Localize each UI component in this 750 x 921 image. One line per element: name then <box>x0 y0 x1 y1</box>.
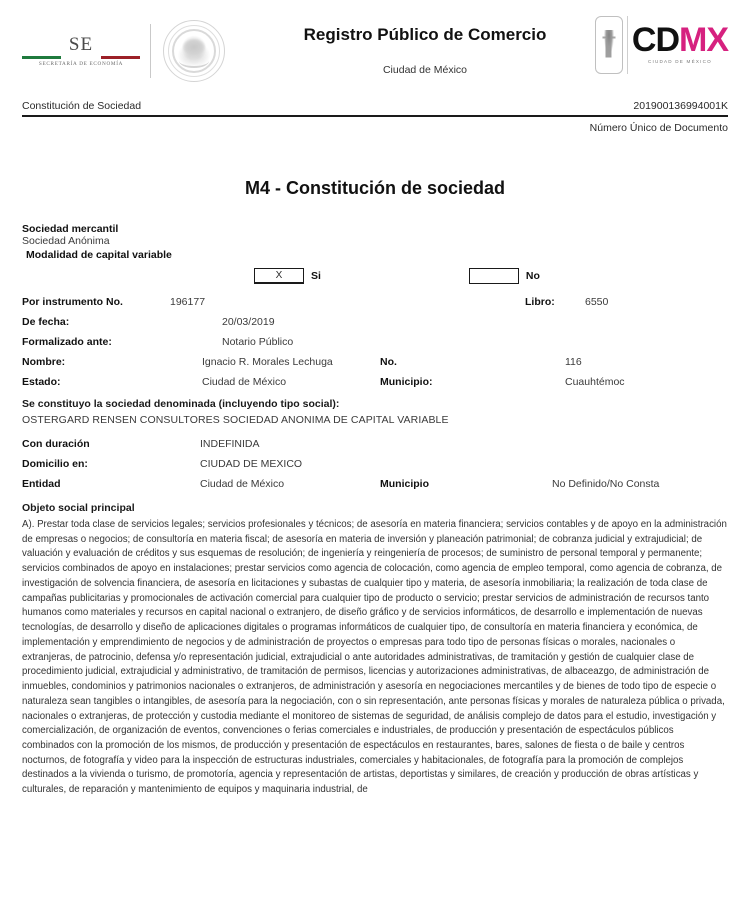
fecha-value: 20/03/2019 <box>222 316 275 328</box>
estado-label: Estado: <box>22 376 61 388</box>
header-title-block <box>252 14 598 76</box>
domicilio-label: Domicilio en: <box>22 458 88 470</box>
sociedad-mercantil-label: Sociedad mercantil <box>22 223 119 235</box>
secretaria-economia-logo <box>22 35 146 68</box>
nombre-row <box>22 356 728 368</box>
libro-label: Libro: <box>525 296 555 308</box>
header-left-logos <box>22 14 252 82</box>
estado-row <box>22 376 728 388</box>
objeto-social-label: Objeto social principal <box>22 502 135 514</box>
modalidad-si-checkbox[interactable]: X <box>254 268 304 284</box>
document-number-value: 201900136994001K <box>633 100 728 112</box>
se-monogram: SE <box>68 33 94 55</box>
cdmx-tagline: CIUDAD DE MÉXICO <box>648 58 712 64</box>
sociedad-mercantil-field <box>22 223 728 247</box>
instrumento-value: 196177 <box>170 296 206 308</box>
page-title: Registro Público de Comercio <box>303 25 547 44</box>
formalizado-label: Formalizado ante: <box>22 336 112 348</box>
modalidad-no-label: No <box>525 270 540 282</box>
cdmx-word-mx: MX <box>679 21 728 60</box>
estado-value: Ciudad de México <box>202 376 287 388</box>
form-content <box>0 223 750 798</box>
formalizado-row <box>22 336 728 348</box>
denominacion-value: OSTERGARD RENSEN CONSULTORES SOCIEDAD ANONIMA DE CAPITAL VARIABLE <box>22 414 449 426</box>
duracion-row <box>22 438 728 450</box>
modalidad-checkbox-row <box>22 268 728 284</box>
fecha-label: De fecha: <box>22 316 70 328</box>
angel-independencia-icon <box>595 16 623 74</box>
municipio-value: Cuauhtémoc <box>565 376 625 388</box>
duracion-label: Con duración <box>22 438 90 450</box>
entidad-label: Entidad <box>22 478 61 490</box>
modalidad-no-checkbox[interactable] <box>469 268 519 284</box>
denominacion-label: Se constituyo la sociedad denominada (incluyendo tipo social): <box>22 398 340 410</box>
cdmx-wordmark <box>632 16 728 74</box>
fecha-row <box>22 316 728 328</box>
cdmx-logo <box>595 16 728 74</box>
header-right-logo <box>598 14 728 74</box>
procedure-type-label: Constitución de Sociedad <box>22 100 142 112</box>
nombre-label: Nombre: <box>22 356 66 368</box>
instrumento-label: Por instrumento No. <box>22 296 123 308</box>
cdmx-word-cd: CD <box>631 21 679 60</box>
libro-value: 6550 <box>585 296 609 308</box>
modalidad-si-label: Si <box>311 270 321 282</box>
header-logo-divider <box>150 24 151 78</box>
document-header <box>0 0 750 100</box>
mexican-flag-tricolor-bar <box>22 56 140 59</box>
domicilio-row <box>22 458 728 470</box>
modalidad-no-group[interactable] <box>469 268 540 284</box>
domicilio-value: CIUDAD DE MEXICO <box>200 458 303 470</box>
duracion-value: INDEFINIDA <box>200 438 260 450</box>
mexican-coat-of-arms-seal-icon <box>163 20 225 82</box>
objeto-social-text: A). Prestar toda clase de servicios legales; servicios profesionales y técnicos; de asesoría en materia financiera; servicios contables y de apoyo en la administración de empresas o negocios; de consultoría en materia fiscal; de asesoría en materia de inversión y planeación patrimonial; de cobranza judicial y extrajudicial; de valuación y evaluación de créditos y sus esquemas de resolución; de ingeniería y reingeniería de procesos; de suministro de personal temporal y permanente; servicios combinados de apoyo en instalaciones; prestar servicios como agencia de colocación, como agencia de empleo temporal, como agencia de cobranza, de investigación de solvencia financiera, de asesoría en licitaciones y subastas de cualquier tipo y materia, de asesoría inmobiliaria; la realización de toda clase de campañas publicitarias y promocionales de activación comercial para cualquier tipo de producto o servicio; prestar servicios de administración de recursos tanto humanos como materiales y recursos en capital nacional o extranjero, de diseño gráfico y de servicios informáticos, de desarrollo e implementación de nuevas tecnologías, de desarrollo y diseño de aplicaciones digitales o programas informáticos de cualquier tipo, de consultoría en materia financiera y económica, de implementación y emprendimiento de negocios y de administración de proyectos o empresas para todo tipo de personas físicas o morales, nacionales o extranjeras, de patrocinio, defensa y/o representación judicial, extrajudicial o ante autoridades administrativas, de tramitación y gestión de cualquier clase de procedimiento judicial, extrajudicial y administrativo, de tramitación de permisos, licencias y autorizaciones administrativas, de albaceazgo, de administración de inmuebles, condominios y patrimonios nacionales o extranjeros, de administración y asesoría en negociaciones mercantiles y de bienes de todo tipo de especie o naturaleza sean tangibles o intangibles, de asesoría para la negociación, con o sin representación, ante personas físicas y morales de naturaleza pública o privada, nacionales o extranjeras, de protección y custodia mediante el monitoreo de sistemas de seguridad, de análisis complejo de datos para el estudio, investigación y comercialización, de organización de eventos, convenciones o ferias comerciales e industriales, de producción y presentación de espectáculos públicos combinados con la promoción de los mismos, de producción y presentación de espectáculos en restaurantes, bares, salones de fiesta o de baile y centros nocturnos, de fotografía y video para la inspección de estructuras industriales, comerciales y habitacionales, de fotografía para la promoción de complejos destinados a la vivienda o turismo, de promotoría, agencia y representación de artistas, deportistas y similares, de creación y producción de obras artísticas y culturales, de reparación y mantenimiento de equipos y maquinaria industrial, de <box>22 519 727 796</box>
modalidad-capital-variable-label: Modalidad de capital variable <box>26 249 172 261</box>
municipio-label: Municipio: <box>380 376 433 388</box>
se-subtitle: SECRETARÍA DE ECONOMÍA <box>38 61 124 68</box>
document-id-bar <box>0 100 750 134</box>
entidad-value: Ciudad de México <box>200 478 285 490</box>
page-subtitle: Ciudad de México <box>382 64 468 77</box>
formalizado-value: Notario Público <box>222 336 294 348</box>
instrumento-row <box>22 296 728 308</box>
notario-no-label: No. <box>380 356 397 368</box>
entidad-row <box>22 478 728 490</box>
municipio2-value: No Definido/No Consta <box>552 478 660 490</box>
notario-no-value: 116 <box>565 356 582 368</box>
cdmx-logo-divider <box>627 16 628 74</box>
sociedad-mercantil-value: Sociedad Anónima <box>22 235 110 247</box>
nombre-value: Ignacio R. Morales Lechuga <box>202 356 333 368</box>
modalidad-si-group[interactable] <box>254 268 321 284</box>
document-number-caption: Número Único de Documento <box>589 122 728 134</box>
document-id-row <box>22 100 728 115</box>
form-title: M4 - Constitución de sociedad <box>244 178 506 198</box>
municipio2-label: Municipio <box>380 478 429 490</box>
